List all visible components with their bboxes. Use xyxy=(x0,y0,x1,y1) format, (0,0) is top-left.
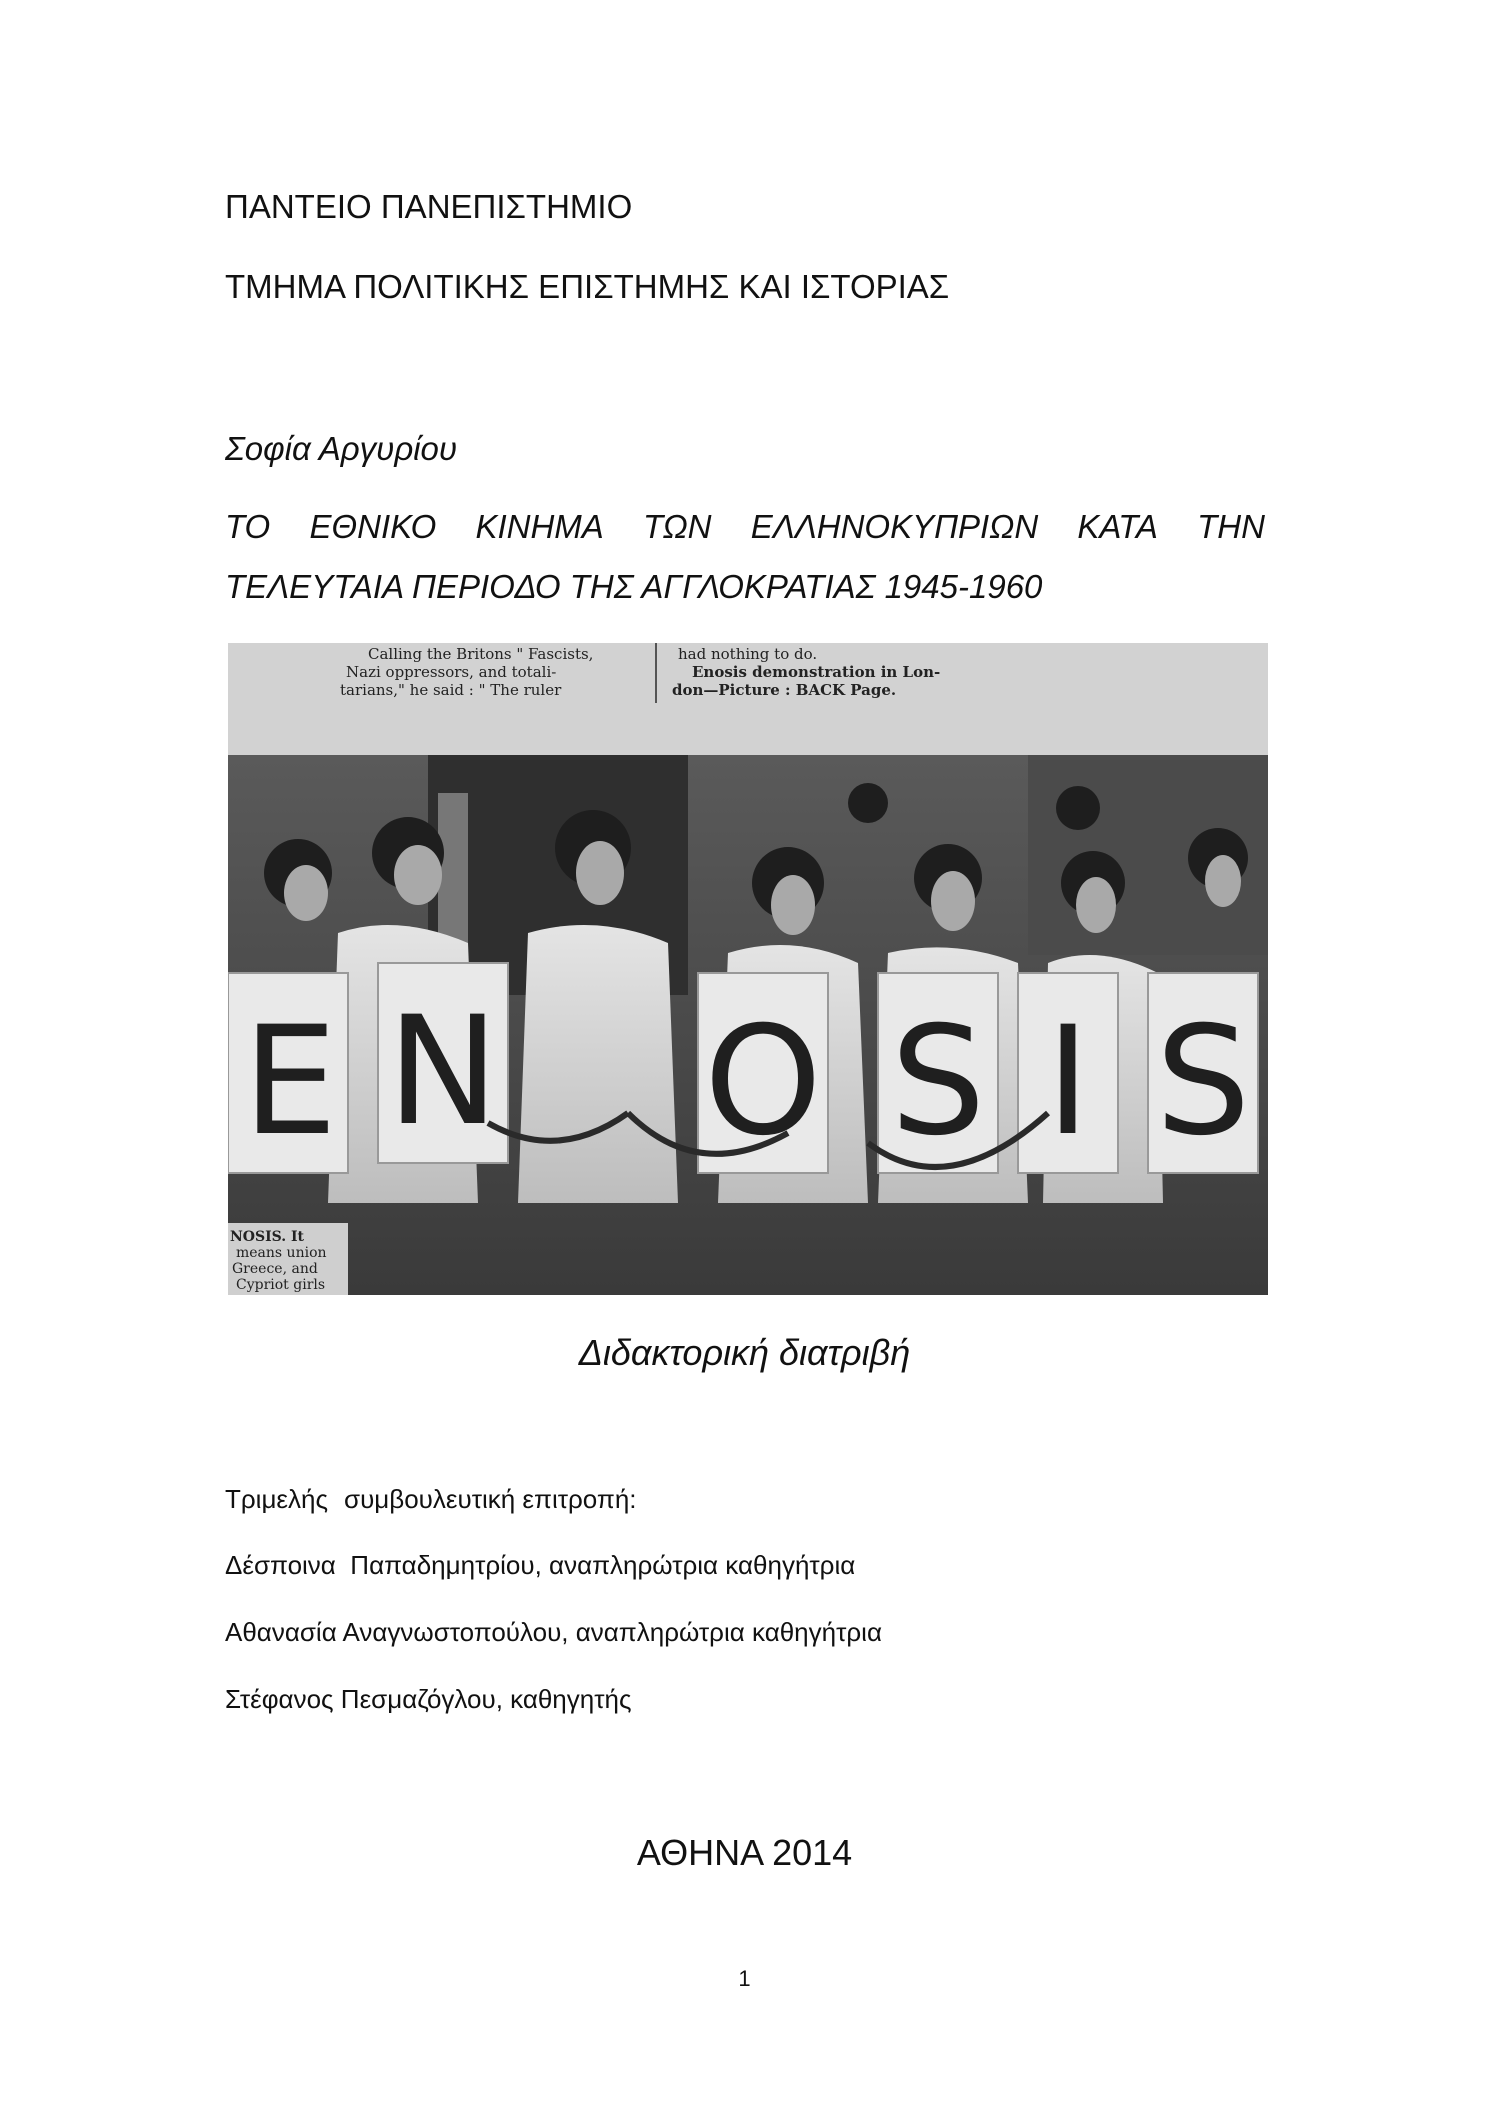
title-word: ΕΘΝΙΚΟ xyxy=(309,508,437,545)
clipping-text: NOSIS. It xyxy=(230,1229,305,1245)
sign-letter: N xyxy=(386,985,500,1159)
title-word: ΤΟ xyxy=(225,508,271,545)
clipping-text: Calling the Britons " Fascists, xyxy=(368,645,594,663)
page-number: 1 xyxy=(738,1966,751,1991)
sign-letter: I xyxy=(1045,995,1091,1169)
clipping-text: means union xyxy=(236,1245,327,1261)
sign-letter: E xyxy=(242,995,338,1169)
title-word: ΕΛΛΗΝΟΚΥΠΡΙΩΝ xyxy=(750,508,1039,545)
committee-heading xyxy=(225,1484,637,1515)
clipping-text: Cypriot girls xyxy=(236,1277,326,1293)
department-name: ΤΜΗΜΑ ΠΟΛΙΤΙΚΗΣ ΕΠΙΣΤΗΜΗΣ ΚΑΙ ΙΣΤΟΡΙΑΣ xyxy=(225,268,950,305)
clipping-text: tarians," he said : " The ruler xyxy=(340,681,562,699)
title-word: ΤΩΝ xyxy=(643,508,712,545)
author-name: Σοφία Αργυρίου xyxy=(225,430,458,467)
committee-member: Στέφανος Πεσμαζόγλου, καθηγητής xyxy=(225,1684,632,1714)
sign-letter: S xyxy=(890,995,986,1169)
enosis-demonstration-photo xyxy=(228,643,1268,1295)
clipping-text: had nothing to do. xyxy=(678,645,818,663)
committee-heading-part: Τριμελής xyxy=(225,1484,329,1514)
title-word: ΚΙΝΗΜΑ xyxy=(475,508,604,545)
committee-member: Δέσποινα Παπαδημητρίου, αναπληρώτρια καθηγήτρια xyxy=(225,1550,856,1580)
committee-heading-part: συμβουλευτική επιτροπή: xyxy=(344,1484,637,1514)
place-year: ΑΘΗΝΑ 2014 xyxy=(636,1832,853,1873)
sign-letter: O xyxy=(703,995,823,1169)
university-name: ΠΑΝΤΕΙΟ ΠΑΝΕΠΙΣΤΗΜΙΟ xyxy=(225,188,633,225)
committee-member: Αθανασία Αναγνωστοπούλου, αναπληρώτρια καθηγήτρια xyxy=(225,1617,882,1647)
thesis-title-line-2: ΤΕΛΕΥΤΑΙΑ ΠΕΡΙΟΔΟ ΤΗΣ ΑΓΓΛΟΚΡΑΤΙΑΣ 1945-1960 xyxy=(225,568,1043,605)
title-word: ΚΑΤΑ xyxy=(1077,508,1158,545)
sign-letter: S xyxy=(1155,995,1251,1169)
title-word: ΤΗΝ xyxy=(1197,508,1265,545)
clipping-text: Greece, and xyxy=(232,1261,318,1277)
clipping-text: Nazi oppressors, and totali- xyxy=(346,663,557,681)
clipping-text: Enosis demonstration in Lon- xyxy=(692,663,941,681)
thesis-type: Διδακτορική διατριβή xyxy=(578,1332,911,1373)
thesis-title-line-1 xyxy=(225,508,1265,546)
clipping-text: don—Picture : BACK Page. xyxy=(672,681,897,699)
